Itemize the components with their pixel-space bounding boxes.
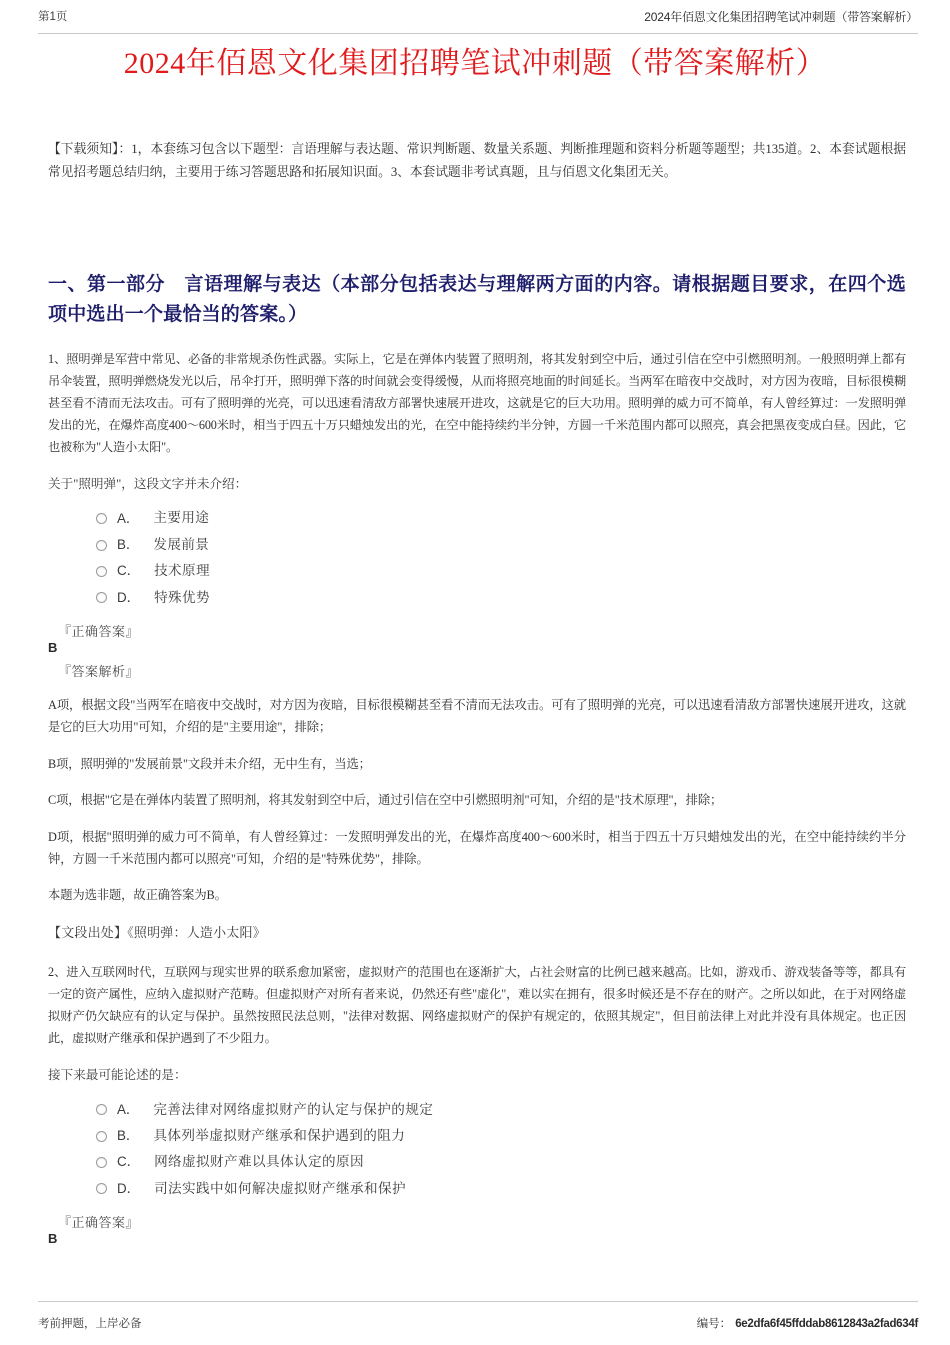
option-label: 主要用途 [153,510,210,526]
radio-button-icon[interactable] [96,1131,107,1142]
document-title: 2024年佰恩文化集团招聘笔试冲刺题（带答案解析） [123,47,827,80]
radio-button-icon[interactable] [96,592,107,603]
question-block-1 [48,349,906,944]
radio-button-icon[interactable] [96,540,107,551]
page-header [38,8,918,34]
option-label: 特殊优势 [154,589,211,605]
question-passage: 2、进入互联网时代，互联网与现实世界的联系愈加紧密，虚拟财产的范围也在逐渐扩大，占社会财富的比例已越来越高。比如，游戏币、游戏装备等等，都具有一定的资产属性，应纳入虚拟财产范畴。但虚拟财产对所有者来说，仍然还有些"虚化"，难以实在拥有，很多时候还是不存在的财产。之所以如此，在于对网络虚拟财产仍欠缺应有的认定与保护。虽然按照民法总则，"法律对数据、网络虚拟财产的保护有规定的，依照其规定"，但目前法律上对此并没有具体规定。也正因此，虚拟财产继承和保护遇到了不少阻力。 [48,965,906,1045]
footer-document-id [697,1315,918,1331]
option-list [48,1097,906,1203]
option-letter: A． [117,510,140,526]
option-label: 网络虚拟财产难以具体认定的原因 [154,1154,364,1170]
correct-answer-value: B [48,640,58,656]
option-label: 发展前景 [153,536,210,552]
passage-source: 【文段出处】《照明弹：人造小太阳》 [48,924,266,940]
option-item[interactable] [48,1097,906,1123]
page-footer [38,1301,918,1331]
footer-slogan: 考前押题，上岸必备 [38,1318,142,1330]
correct-answer-tag: 『正确答案』 [58,624,140,640]
question-block-2 [48,962,906,1246]
radio-button-icon[interactable] [96,513,107,524]
radio-button-icon[interactable] [96,1157,107,1168]
question-stem: 关于"照明弹"，这段文字并未介绍： [48,476,248,491]
analysis-conclusion: 本题为选非题，故正确答案为B。 [48,888,227,903]
option-label: 具体列举虚拟财产继承和保护遇到的阻力 [153,1127,406,1143]
section-heading-part-one: 一、第一部分 言语理解与表达（本部分包括表达与理解两方面的内容。请根据题目要求，在四个选项中选出一个最恰当的答案。） [48,273,906,326]
option-item[interactable] [48,1176,906,1202]
option-letter: A． [117,1101,140,1117]
option-item[interactable] [48,505,906,531]
analysis-paragraph: B项，照明弹的"发展前景"文段并未介绍，无中生有，当选； [48,756,371,771]
analysis-paragraph: C项，根据"它是在弹体内装置了照明剂，将其发射到空中后，通过引信在空中引燃照明剂"可知，介绍的是"技术原理"，排除； [48,793,723,808]
question-stem: 接下来最可能论述的是： [48,1067,187,1082]
option-letter: D． [117,589,141,605]
option-letter: B． [117,1128,140,1144]
option-letter: C． [117,563,141,579]
option-letter: D． [117,1180,141,1196]
header-running-title: 2024年佰恩文化集团招聘笔试冲刺题（带答案解析） [644,10,918,24]
option-label: 司法实践中如何解决虚拟财产继承和保护 [154,1180,406,1196]
option-list [48,505,906,611]
document-body [48,138,906,1250]
option-item[interactable] [48,1149,906,1175]
option-label: 技术原理 [154,563,211,579]
answer-analysis-tag: 『答案解析』 [58,664,140,680]
radio-button-icon[interactable] [96,1183,107,1194]
page-number-marker: 第1页 [38,11,68,23]
correct-answer-tag: 『正确答案』 [58,1215,140,1231]
option-item[interactable] [48,585,906,611]
option-label: 完善法律对网络虚拟财产的认定与保护的规定 [153,1101,434,1117]
option-letter: B． [117,537,140,553]
correct-answer-value: B [48,1231,58,1247]
download-notice: 【下载须知】：1，本套练习包含以下题型：言语理解与表达题、常识判断题、数量关系题、判断推理题和资料分析题等题型；共135道。2、本套试题根据常见招考题总结归纳，主要用于练习答题思路和拓展知识面。3、本套试题非考试真题，且与佰恩文化集团无关。 [48,142,906,179]
question-passage: 1、照明弹是军营中常见、必备的非常规杀伤性武器。实际上，它是在弹体内装置了照明剂，将其发射到空中后，通过引信在空中引燃照明剂。一般照明弹上都有吊伞装置，照明弹燃烧发光以后，吊伞打开，照明弹下落的时间就会变得缓慢，从而将照亮地面的时间延长。当两军在暗夜中交战时，对方因为夜暗，目标很模糊甚至看不清而无法攻击。可有了照明弹的光亮，可以迅速看清敌方部署快速展开进攻，这就是它的巨大功用。照明弹的威力可不简单，有人曾经算过：一发照明弹发出的光，在爆炸高度400～600米时，相当于四五十万只蜡烛发出的光，在空中能持续约半分钟，方圆一千米范围内都可以照亮，真会把黑夜变成白昼。因此，它也被称为"人造小太阳"。 [48,352,906,454]
option-item[interactable] [48,532,906,558]
analysis-paragraph: A项，根据文段"当两军在暗夜中交战时，对方因为夜暗，目标很模糊甚至看不清而无法攻击。可有了照明弹的光亮，可以迅速看清敌方部署快速展开进攻，这就是它的巨大功用"可知，介绍的是"主要用途"，排除； [48,698,906,735]
option-letter: C． [117,1154,141,1170]
analysis-paragraph: D项，根据"照明弹的威力可不简单，有人曾经算过：一发照明弹发出的光，在爆炸高度400～600米时，相当于四五十万只蜡烛发出的光，在空中能持续约半分钟，方圆一千米范围内都可以照亮"可知，介绍的是"特殊优势"，排除。 [48,829,906,866]
radio-button-icon[interactable] [96,566,107,577]
option-item[interactable] [48,1123,906,1149]
footer-id-value: 6e2dfa6f45ffddab8612843a2fad634f [735,1318,918,1330]
option-item[interactable] [48,558,906,584]
radio-button-icon[interactable] [96,1104,107,1115]
footer-id-label: 编号： [696,1318,732,1330]
